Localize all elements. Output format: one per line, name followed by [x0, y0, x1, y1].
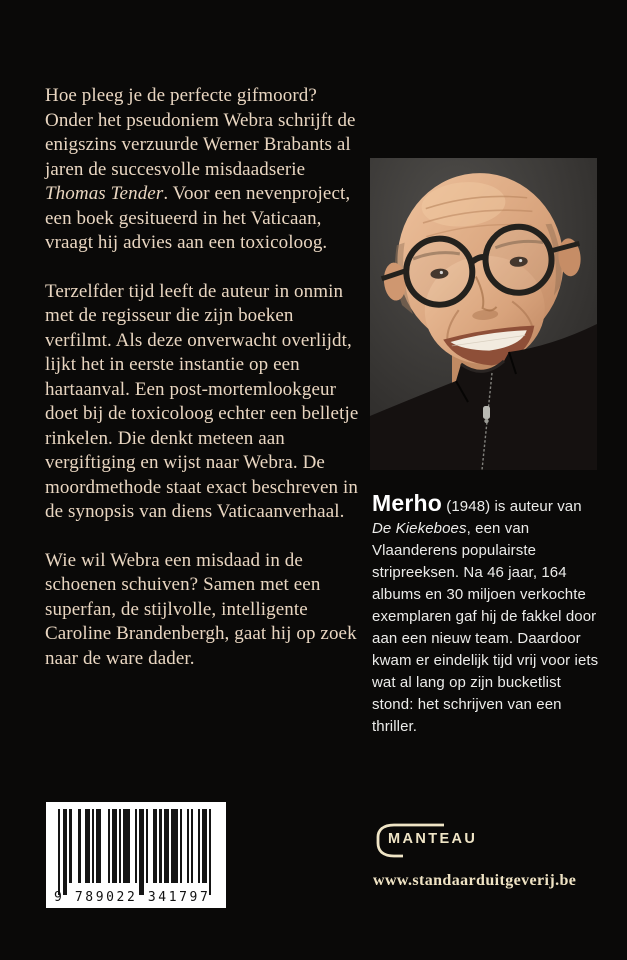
isbn-barcode — [46, 802, 226, 908]
author-name: Merho — [372, 490, 442, 516]
publisher-logo — [374, 822, 478, 860]
publisher-name: MANTEAU — [388, 831, 478, 847]
author-bio — [372, 492, 602, 738]
author-photo — [370, 158, 597, 470]
comic-series-title-italic: De Kiekeboes — [372, 520, 467, 537]
blurb-paragraph-2: Terzelfder tijd leeft de auteur in onmin met de regisseur die zijn boeken verfilmt. Als deze onverwacht overlijdt, lijkt het in eerste instantie op een hartaanval. Een post-mortemlookgeur doet bij de toxicoloog echter een belletje rinkelen. Die denkt meteen aan vergiftiging en wijst naar Webra. De moordmethode staat exact beschreven in de synopsis van diens Vaticaanverhaal. — [45, 280, 359, 522]
barcode-number: 9 789022 341797 — [54, 890, 211, 905]
blurb-paragraph-1: Hoe pleeg je de perfecte gifmoord? Onder het pseudoniem Webra schrijft de enigszins verzuurde Werner Brabants al jaren de succesvolle misdaadserie Thomas Tender. Voor een nevenproject, een boek gesitueerd in het Vaticaan, vraagt hij advies aan een toxicoloog. — [45, 85, 356, 253]
author-bio-text: (1948) is auteur van — [442, 498, 582, 515]
series-title-italic: Thomas Tender — [45, 183, 164, 204]
blurb-paragraph-3: Wie wil Webra een misdaad in de schoenen schuiven? Samen met een superfan, de stijlvolle, intelligente Caroline Brandenbergh, gaat hij op zoek naar de ware dader. — [45, 549, 357, 669]
blurb-section — [45, 84, 361, 695]
barcode-bars — [58, 809, 214, 895]
publisher-website-url: www.standaarduitgeverij.be — [373, 872, 577, 889]
author-bio-rest: , een van Vlaanderens populairste stripreeksen. Na 46 jaar, 164 albums en 30 miljoen verkochte exemplaren gaf hij de fakkel door aan een nieuw team. Daardoor kwam er eindelijk tijd vrij voor iets wat al lang op zijn bucketlist stond: het schrijven van een thriller. — [372, 520, 599, 735]
